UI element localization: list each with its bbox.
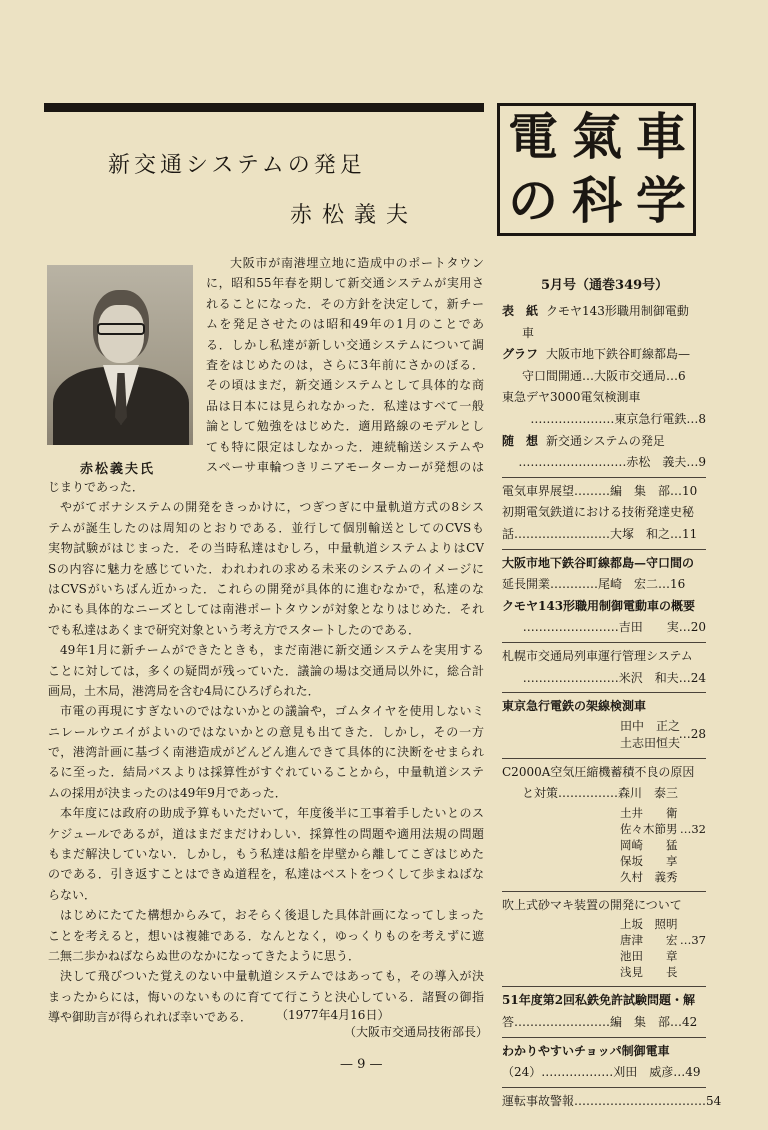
text-line: 大阪市が南港埋立地に造成中のポートタウン: [230, 256, 484, 270]
text-line: 決して飛びついた覚えのない中量軌道システムではあっても，その導入が決: [60, 969, 484, 984]
toc-divider: [502, 642, 706, 643]
toc-entry-line: …………………東京急行電鉄…8: [530, 411, 706, 426]
toc-label: グラフ: [502, 347, 539, 362]
table-of-contents: [502, 301, 722, 1112]
masthead-char: 氣: [572, 107, 622, 166]
article-author: 赤松義夫: [290, 203, 419, 228]
toc-entry-graph[interactable]: [502, 344, 706, 366]
text-line: 査をはじめたのは，さらに3年前にさかのぼる．: [206, 357, 484, 372]
header-rule: [44, 103, 484, 112]
toc-author: [502, 821, 706, 837]
toc-divider: [502, 758, 706, 759]
toc-divider: [502, 1037, 706, 1038]
masthead-char: 学: [636, 171, 686, 230]
toc-author: 岡崎 猛: [620, 837, 678, 852]
toc-text: 新交通システムの発足: [546, 433, 665, 448]
text-line: でも私達はあくまで研究対象という考え方でスタートしたのである．: [48, 622, 421, 637]
toc-text: 大阪市地下鉄谷町線都島—: [546, 347, 691, 362]
text-line: その頃はまだ，新交通システムとして具体的な商: [206, 378, 484, 393]
toc-author: 佐々木節男: [620, 821, 678, 836]
toc-page: …28: [678, 726, 706, 741]
toc-author: 土志田恒夫: [620, 735, 681, 750]
text-line: れることになった．その方針を決定して，新チー: [206, 296, 484, 311]
toc-entry-line: ……………………吉田 実…20: [522, 620, 706, 635]
toc-label: 表 紙: [502, 304, 539, 318]
toc-entry-title[interactable]: 初期電気鉄道における技術発達史秘: [502, 505, 695, 520]
text-line: で，港湾計画に基づく南港造成がどんどん進んできて具体的に決断をせまられ: [48, 745, 484, 760]
toc-entry-title[interactable]: 東京急行電鉄の架線検測車: [502, 699, 647, 714]
toc-entry-title[interactable]: 吹上式砂マキ装置の開発について: [502, 897, 682, 912]
toc-entry-title[interactable]: わかりやすいチョッパ制御電車: [502, 1043, 670, 1058]
text-line: 実物試験がはじまった．その当時私達はむしろ，中量軌道システムよりはCV: [48, 541, 484, 556]
text-line: らない．: [48, 887, 97, 902]
text-line: スペーサ車輪つきリニアモーターカーが発想のは: [206, 459, 484, 474]
text-line: テムが誕生したのは周知のとおりである．並行して個別輸送としてのCVSも: [48, 520, 484, 535]
text-line: ことに対しては，多くの疑問が残っていた．議論の場は交通局以外に，総合計: [48, 663, 484, 678]
toc-author: [502, 932, 706, 948]
text-line: 導や御助言が得られれば幸いである．: [48, 1010, 253, 1025]
toc-author: 池田 章: [620, 949, 678, 964]
toc-author: 土井 衛: [620, 805, 678, 820]
text-line: ニレールウエイがよいのではないかとの意見も出てきた．しかし，その一方: [48, 724, 484, 739]
toc-divider: [502, 477, 706, 478]
toc-divider: [502, 692, 706, 693]
toc-author: 浅見 長: [620, 965, 678, 980]
toc-text: 守口間開通…大阪市交通局…6: [522, 368, 686, 383]
article-title: 新交通システムの発足: [108, 153, 366, 178]
toc-divider: [502, 986, 706, 987]
text-line: ムを発足させたのは昭和49年の1月のことであ: [206, 317, 484, 332]
text-line: に，昭和55年春を期して新交通システムが実用さ: [206, 276, 484, 291]
text-line: るに至った．結局バスよりは採算性がすぐれていることから，中量軌道システ: [48, 765, 484, 780]
toc-entry-line: ………………………赤松 義夫…9: [518, 455, 706, 470]
masthead-char: 電: [508, 107, 558, 166]
toc-page: …37: [679, 933, 706, 948]
toc-divider: [502, 549, 706, 550]
toc-text: 車: [522, 325, 535, 340]
masthead-char: 科: [572, 171, 622, 230]
text-line: ても特に限定はしなかった．連続輸送システムや: [206, 439, 484, 454]
toc-divider: [502, 1087, 706, 1088]
toc-author: 田中 正之: [620, 718, 681, 733]
text-line: はじめにたてた構想からみて，おそらく後退した具体計画になってしまった: [60, 908, 484, 923]
toc-entry-title[interactable]: 51年度第2回私鉄免許試験問題・解: [502, 993, 696, 1008]
toc-divider: [502, 891, 706, 892]
text-line: 49年1月に新チームができたときも，まだ南港に新交通システムを実用する: [60, 643, 484, 658]
toc-entry-line: 延長開業…………尾崎 宏二…16: [502, 577, 686, 592]
toc-entry-line[interactable]: 電気車界展望………編 集 部…10: [502, 483, 698, 498]
toc-entry-line: （24）………………刈田 威彦…49: [502, 1065, 701, 1080]
text-line: まったからには，悔いのないものに育てて行こうと決心している．諸賢の御指: [48, 989, 484, 1004]
text-line: る．しかし私達が新しい交通システムについて調: [206, 337, 484, 352]
toc-author: 久村 義秀: [620, 869, 678, 884]
author-affiliation: （大阪市交通局技術部長）: [344, 1025, 489, 1039]
text-line: 本年度には政府の助成予算もいただいて，年度後半に工事着手したいとのス: [60, 806, 484, 821]
toc-entry-title[interactable]: 札幌市交通局列車運行管理システム: [502, 648, 693, 663]
page-number: — 9 —: [340, 1057, 383, 1072]
article-body-bottom: [48, 477, 484, 1028]
article-body-top: [206, 253, 484, 477]
toc-entry-cover[interactable]: [502, 301, 706, 323]
text-line: かにも具体的なニーズとしては南港ポートタウンが対象となりはじめた．それ: [48, 602, 484, 617]
author-photo: [47, 265, 193, 445]
toc-entry-title[interactable]: クモヤ143形職用制御電動車の概要: [502, 598, 696, 613]
toc-entry-title[interactable]: C2000A空気圧縮機蓄積不良の原因: [502, 764, 695, 779]
toc-entry-line: 答……………………編 集 部…42: [502, 1015, 698, 1030]
text-line: もまだ解決していない．しかし，もう私達は船を岸壁から離してこぎはじめた: [48, 847, 484, 862]
toc-label: 随 想: [502, 433, 539, 448]
text-line: ケジュールであるが，道はまだまだけわしい．採算性の問題や適用法規の問題: [48, 826, 484, 841]
issue-label: 5月号（通巻349号）: [541, 278, 669, 293]
toc-entry-line: と対策……………森川 泰三: [522, 786, 679, 801]
toc-entry-line[interactable]: 運転事故警報……………………………54: [502, 1093, 722, 1108]
magazine-masthead: [497, 103, 696, 236]
text-line: ムの採用が決まったのは49年9月であった．: [48, 785, 287, 800]
toc-entry-title[interactable]: 大阪市地下鉄谷町線都島—守口間の: [502, 555, 695, 570]
text-line: Sの内容に魅力を感じていた．われわれの求める未来のシステムのイメージに: [48, 561, 484, 576]
toc-entry-line: ……………………米沢 和夫…24: [522, 670, 706, 685]
text-line: 品は日本には見られなかった．私達はすべて一般: [206, 398, 484, 413]
toc-entry-title[interactable]: 東急デヤ3000電気検測車: [502, 390, 641, 405]
toc-entry-essay[interactable]: [502, 431, 706, 453]
photo-caption: 赤松義夫氏: [80, 462, 156, 477]
toc-author: [502, 726, 706, 752]
text-line: 二無二歩かねばならぬ世のなかになってきたように思う．: [48, 948, 361, 963]
text-line: 市電の再現にすぎないのではないかとの議論や，ゴムタイヤを使用しないミ: [60, 704, 484, 719]
toc-author: 保坂 享: [620, 853, 678, 868]
toc-text: クモヤ143形職用制御電動: [546, 304, 689, 318]
text-line: じまりであった．: [48, 480, 144, 494]
article-date: （1977年4月16日）: [276, 1008, 390, 1022]
text-line: ことを考えると，想いは複雑である．なんとなく，ゆっくりものを考えずに遮: [48, 928, 484, 943]
text-line: やがてボナシステムの開発をきっかけに，つぎつぎに中量軌道方式の8シス: [60, 500, 484, 515]
masthead-char: 車: [636, 107, 686, 166]
toc-page: …32: [679, 821, 706, 836]
text-line: 画局，土木局，港湾局を含む4局にひろげられた．: [48, 683, 320, 698]
masthead-char: の: [508, 171, 558, 230]
text-line: のである．引き返すことはできぬ道程を，私達はベストをつくして歩まねばな: [48, 867, 484, 882]
toc-author: 唐津 宏: [620, 933, 678, 948]
toc-author: 上坂 照明: [620, 917, 678, 932]
text-line: 論として勉強をはじめた．適用路線のモデルとし: [206, 419, 484, 434]
text-line: はCVSがいちばん近かった．これらの開発が具体的に進むなかで，私達のな: [48, 581, 484, 596]
toc-entry-line: 話……………………大塚 和之…11: [502, 526, 698, 541]
